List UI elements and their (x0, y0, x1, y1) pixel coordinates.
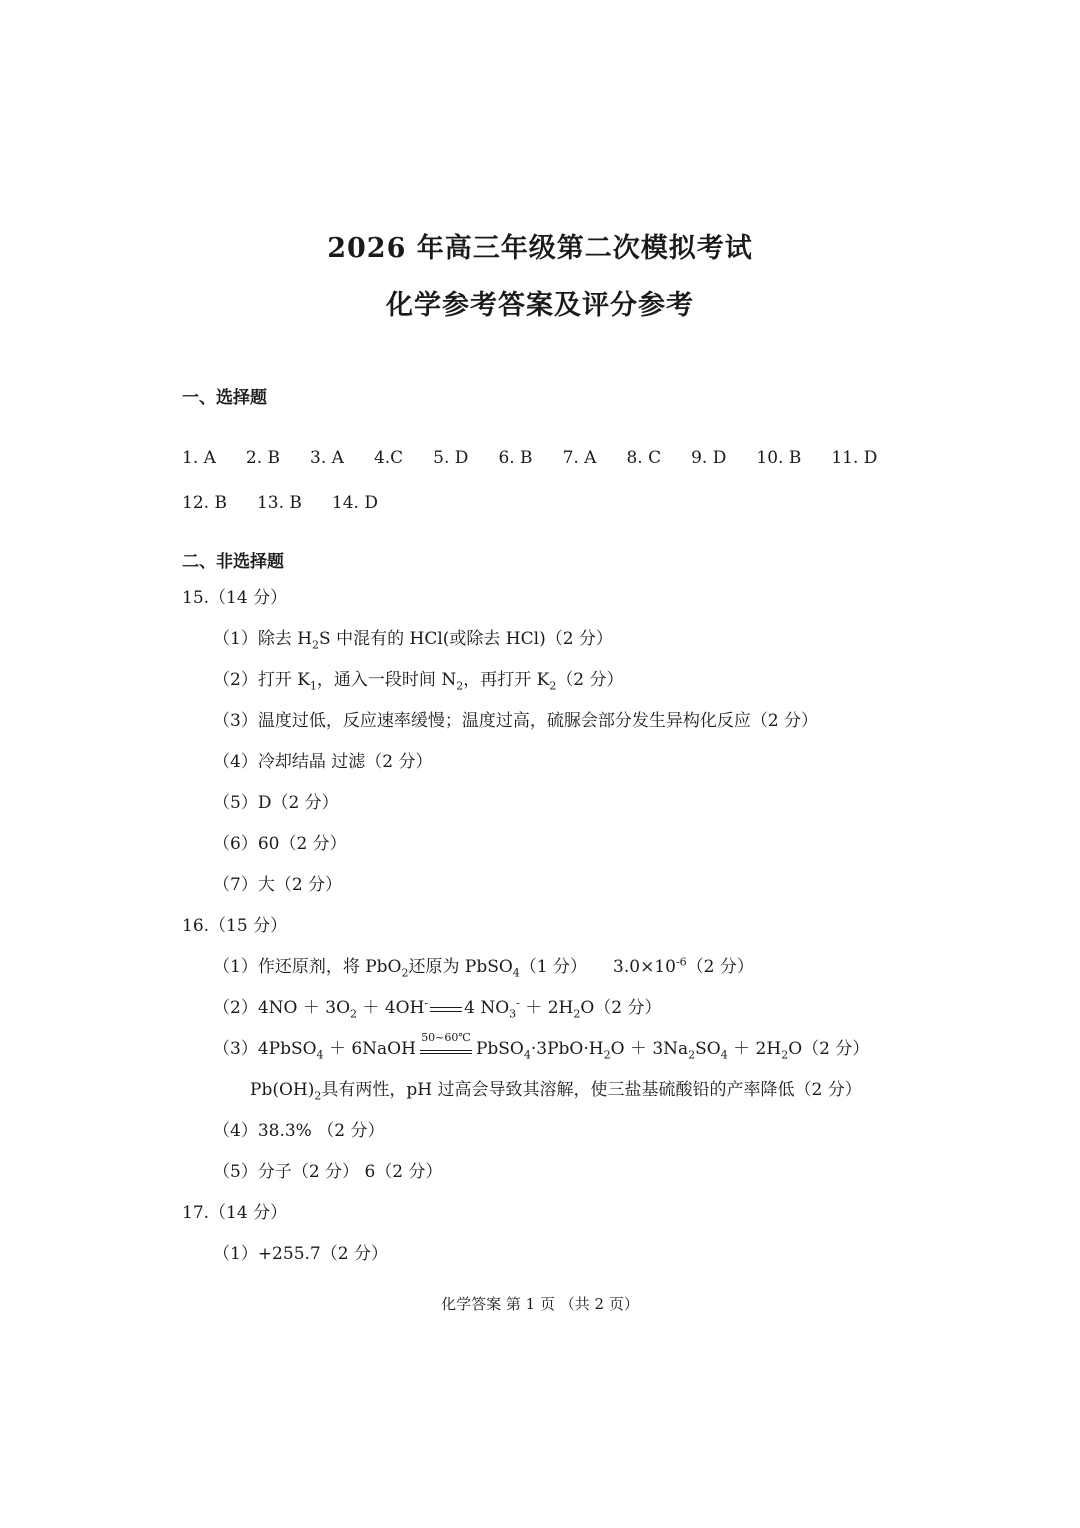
q17-heading: 17.（14 分） (182, 1203, 288, 1223)
mc-answer: 9. D (691, 448, 727, 468)
mc-answers-row-2 (182, 491, 378, 515)
q15-answer-1: （1）除去 $H_2S$ 中混有的 HCl(或除去 HCl)（2 分） (213, 629, 613, 652)
mc-answer: 4.C (373, 448, 404, 468)
q16-answer-2: $(2)4NO + 3O_2 + 4OH^-$ 4 $NO_3^- + 2H_2O(2$ 分） (213, 996, 662, 1021)
q16-answer-3-continued: $Pb(OH)_2$具有两性，pH 过高会导致其溶解，使三盐基硫酸铅的产率降低（2 分） (250, 1080, 862, 1103)
mc-answer: 3. A (310, 448, 344, 468)
mc-answer: 2. B (245, 448, 281, 468)
mc-answer: 13. B (256, 493, 302, 513)
mc-answer: 12. B (182, 493, 227, 513)
q16-heading: 16.（15 分） (182, 916, 288, 936)
q15-answer-2: （2）打开 $K_1$，通入一段时间 $N_2$，再打开 $K_2(2$ 分） (213, 670, 624, 693)
reaction-condition-sign: 50~60℃ (418, 1038, 474, 1062)
section-non-choice-heading: 二、非选择题 (182, 552, 284, 572)
q17-answer-1: （1）+255.7（2 分） (213, 1244, 388, 1264)
mc-answer: 7. A (562, 448, 597, 468)
mc-answer: 14. D (331, 493, 378, 513)
exam-title: 2026 年高三年级第二次模拟考试 (327, 233, 753, 264)
q16-answer-1: （1）作还原剂，将 PbO$_2$还原为 PbSO$_4$（1 分） $3.0\times 10^{-6}(2$ 分） (213, 955, 754, 980)
mc-answer: 10. B (756, 448, 802, 468)
mc-answer: 1. A (182, 448, 216, 468)
mc-answer: 6. B (498, 448, 533, 468)
exam-subtitle: 化学参考答案及评分参考 (386, 290, 694, 321)
q15-answer-5: （5）D（2 分） (213, 793, 339, 813)
q16-answer-3: （3）4PbSO$_4$ ＋ 6NaOH 50~60℃ $PbSO_4\cdot 3PbO\cdot H_2O + 3Na_2SO_4 + 2H_2O(2$ 分） (213, 1030, 870, 1062)
q15-answer-3: （3）温度过低，反应速率缓慢；温度过高，硫脲会部分发生异构化反应（2 分） (213, 711, 819, 731)
mc-answers-row-1 (182, 446, 877, 470)
q15-answer-4: （4）冷却结晶 过滤（2 分） (213, 752, 433, 772)
q15-heading: 15.（14 分） (182, 588, 288, 608)
equals-sign-symbol (429, 997, 463, 1021)
q15-answer-7: （7）大（2 分） (213, 875, 343, 895)
q16-answer-5: （5）分子（2 分） 6（2 分） (213, 1162, 443, 1182)
q15-answer-6: （6）60（2 分） (213, 834, 347, 854)
mc-answer: 8. C (626, 448, 662, 468)
page-footer: 化学答案 第 1 页 （共 2 页） (441, 1295, 639, 1313)
q16-answer-4: （4）38.3% （2 分） (213, 1121, 385, 1141)
section-multiple-choice-heading: 一、选择题 (182, 388, 267, 408)
mc-answer: 11. D (831, 448, 878, 468)
mc-answer: 5. D (433, 448, 469, 468)
